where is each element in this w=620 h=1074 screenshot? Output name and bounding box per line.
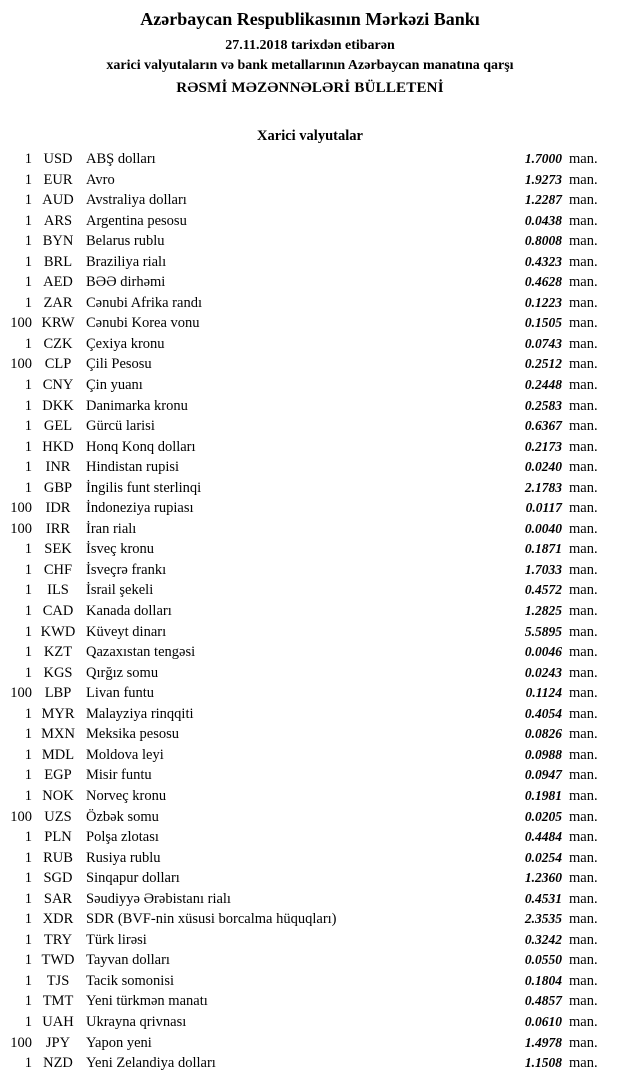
rate-row [0,149,620,170]
unit-label: man. [569,849,598,866]
currency-code: ARS [43,212,73,229]
currency-code: EUR [43,171,73,188]
currency-code: TRY [43,931,73,948]
unit-label: man. [569,644,598,661]
rate-value: 0.0550 [524,952,562,968]
rate-qty: 1 [24,664,32,681]
currency-code: LBP [44,685,72,702]
rate-qty: 100 [10,315,32,332]
rate-qty: 1 [24,1055,32,1072]
rate-value: 0.6367 [524,418,562,434]
rate-value: 2.3535 [524,911,562,927]
currency-name: SDR (BVF-nin xüsusi borcalma hüquqları) [86,911,337,928]
currency-name: Rusiya rublu [86,849,161,866]
bank-title: Azərbaycan Respublikasının Mərkəzi Bankı [140,9,480,29]
rate-value: 0.4054 [524,705,562,721]
currency-name: Hindistan rupisi [86,459,180,476]
currency-name: İndoneziya rupiası [86,500,194,517]
rate-qty: 1 [24,418,32,435]
currency-name: Gürcü larisi [86,418,155,435]
unit-label: man. [569,171,598,188]
rate-qty: 100 [10,356,32,373]
currency-code: MDL [41,746,75,763]
rate-value: 0.8008 [524,233,562,249]
rate-row [0,539,620,560]
rate-row [0,622,620,643]
rate-qty: 1 [24,253,32,270]
rate-value: 0.2583 [524,397,562,413]
rate-row [0,683,620,704]
currency-code: SGD [43,870,73,887]
currency-code: CNY [42,377,74,394]
currency-code: TWD [41,952,75,969]
currency-name: Tacik somonisi [86,972,174,989]
currency-code: USD [43,151,73,167]
currency-code: JPY [45,1034,71,1051]
rate-row [0,724,620,745]
unit-label: man. [569,787,598,804]
currency-code: ZAR [43,294,73,311]
rate-value: 1.7033 [524,561,562,577]
rate-value: 0.3242 [524,931,562,947]
rate-qty: 1 [24,829,32,846]
currency-name: Meksika pesosu [86,726,180,743]
unit-label: man. [569,603,598,620]
rate-qty: 1 [24,972,32,989]
rate-row [0,293,620,314]
currency-name: Moldova leyi [86,746,164,763]
currency-code: SAR [43,890,73,907]
rate-value: 0.0743 [524,335,562,351]
rate-qty: 1 [24,274,32,291]
currency-code: UZS [44,808,72,825]
unit-label: man. [569,931,598,948]
rate-row [0,580,620,601]
rate-value: 0.4628 [524,274,562,290]
currency-name: Braziliya rialı [86,253,167,270]
unit-label: man. [569,582,598,599]
rate-value: 0.1804 [524,972,562,988]
currency-name: İsveçrə frankı [86,561,167,578]
rate-row [0,663,620,684]
rate-value: 0.1871 [524,541,562,557]
rate-value: 1.9273 [524,171,562,187]
rate-qty: 100 [10,1034,32,1051]
rate-qty: 1 [24,746,32,763]
rate-qty: 100 [10,685,32,702]
rate-qty: 1 [24,931,32,948]
unit-label: man. [569,746,598,763]
currency-name: Qazaxıstan tengəsi [86,644,196,661]
rate-value: 0.4857 [524,993,562,1009]
unit-label: man. [569,233,598,250]
rate-row [0,211,620,232]
rate-value: 0.1223 [524,294,562,310]
rate-qty: 100 [10,520,32,537]
rate-qty: 1 [24,1013,32,1030]
unit-label: man. [569,993,598,1010]
rate-row [0,437,620,458]
rate-qty: 1 [24,952,32,969]
rate-row [0,930,620,951]
currency-code: INR [45,459,71,476]
rate-value: 0.0046 [524,644,562,660]
currency-code: TMT [42,993,74,1010]
rate-row [0,498,620,519]
unit-label: man. [569,685,598,702]
rate-value: 0.2173 [524,438,562,454]
rate-row [0,950,620,971]
rate-row [0,642,620,663]
rate-qty: 1 [24,603,32,620]
currency-name: Avstraliya dolları [86,192,187,209]
unit-label: man. [569,294,598,311]
rate-qty: 1 [24,294,32,311]
rate-qty: 1 [24,623,32,640]
rate-qty: 1 [24,192,32,209]
rate-qty: 100 [10,808,32,825]
unit-label: man. [569,253,598,270]
currency-name: Malayziya rinqqiti [86,705,194,722]
rate-value: 0.0988 [524,746,562,762]
unit-label: man. [569,418,598,435]
currency-code: BYN [42,233,74,250]
currency-code: PLN [44,829,72,846]
bulletin-title: RƏSMİ MƏZƏNNƏLƏRİ BÜLLETENİ [176,80,444,96]
currency-name: Yapon yeni [86,1034,152,1051]
currency-name: Yeni Zelandiya dolları [86,1055,216,1072]
rate-value: 0.0117 [525,500,562,516]
rate-value: 0.0240 [524,459,562,475]
rate-qty: 1 [24,767,32,784]
currency-code: NOK [42,787,74,804]
currency-code: EGP [44,767,72,784]
rate-value: 0.0254 [524,849,562,865]
rate-value: 0.0610 [524,1013,562,1029]
unit-label: man. [569,192,598,209]
unit-label: man. [569,1055,598,1072]
bulletin-subtitle: xarici valyutaların və bank metallarının Azərbaycan manatına qarşı [106,58,514,73]
currency-code: CHF [43,561,73,578]
rate-value: 0.1981 [524,787,562,803]
currency-code: MYR [41,705,75,722]
currency-code: AUD [42,192,74,209]
rate-value: 1.2360 [524,870,562,886]
currency-name: Cənubi Korea vonu [86,315,200,332]
currency-code: IRR [45,520,71,537]
rate-qty: 1 [24,890,32,907]
unit-label: man. [569,890,598,907]
rate-row [0,354,620,375]
unit-label: man. [569,274,598,291]
unit-label: man. [569,705,598,722]
unit-label: man. [569,726,598,743]
currency-name: Çin yuanı [86,377,143,394]
rate-row [0,1012,620,1033]
currency-name: Səudiyyə Ərəbistanı rialı [86,890,231,907]
unit-label: man. [569,438,598,455]
rate-qty: 1 [24,151,32,167]
rate-value: 0.4572 [524,582,562,598]
rate-row [0,827,620,848]
rate-qty: 1 [24,726,32,743]
unit-label: man. [569,541,598,558]
currency-code: ILS [47,582,69,599]
currency-code: BRL [43,253,73,270]
rate-row [0,416,620,437]
rate-value: 1.7000 [524,151,562,166]
unit-label: man. [569,397,598,414]
rate-row [0,334,620,355]
rate-qty: 1 [24,582,32,599]
rate-row [0,807,620,828]
rate-row [0,231,620,252]
currency-name: Argentina pesosu [86,212,187,229]
currency-code: CAD [42,603,74,620]
currency-name: Polşa zlotası [86,829,159,846]
rate-row [0,457,620,478]
currency-name: Belarus rublu [86,233,165,250]
rate-row [0,170,620,191]
currency-name: İngilis funt sterlinqi [86,479,202,496]
rate-qty: 100 [10,500,32,517]
unit-label: man. [569,664,598,681]
rate-row [0,1033,620,1054]
currency-name: Avro [86,171,115,188]
rate-qty: 1 [24,849,32,866]
rate-row [0,1053,620,1074]
rate-value: 1.2825 [524,603,562,619]
currency-name: İsveç kronu [86,541,155,558]
rate-row [0,704,620,725]
currency-code: XDR [42,911,74,928]
bulletin-header [0,8,620,98]
currency-name: Cənubi Afrika randı [86,294,202,311]
unit-label: man. [569,315,598,332]
currency-name: Ukrayna qrivnası [86,1013,187,1030]
unit-label: man. [569,479,598,496]
rate-value: 5.5895 [524,623,562,639]
currency-code: DKK [42,397,74,414]
rate-row [0,252,620,273]
rate-value: 1.2287 [524,192,562,208]
currency-code: RUB [43,849,73,866]
effective-date-line: 27.11.2018 tarixdən etibarən [225,38,395,53]
currency-code: KGS [43,664,73,681]
unit-label: man. [569,377,598,394]
rate-value: 0.2512 [524,356,562,372]
currency-name: Honq Konq dolları [86,438,196,455]
currency-code: GEL [43,418,73,435]
rate-row [0,848,620,869]
currency-name: Yeni türkmən manatı [86,993,208,1010]
unit-label: man. [569,520,598,537]
unit-label: man. [569,972,598,989]
rate-value: 0.1505 [524,315,562,331]
rate-qty: 1 [24,911,32,928]
rate-row [0,765,620,786]
rate-value: 0.0826 [524,726,562,742]
unit-label: man. [569,829,598,846]
currency-code: SEK [44,541,72,558]
rate-row [0,868,620,889]
rate-qty: 1 [24,705,32,722]
rate-qty: 1 [24,212,32,229]
rate-row [0,745,620,766]
rate-value: 0.1124 [525,685,562,701]
rate-value: 0.0205 [524,808,562,824]
rate-row [0,560,620,581]
rate-qty: 1 [24,541,32,558]
currency-name: Türk lirəsi [86,931,147,948]
currency-code: MXN [41,726,75,743]
unit-label: man. [569,500,598,517]
unit-label: man. [569,356,598,373]
rate-value: 0.4484 [524,829,562,845]
rate-value: 0.0438 [524,212,562,228]
unit-label: man. [569,151,598,167]
rate-value: 2.1783 [524,479,562,495]
rate-qty: 1 [24,993,32,1010]
currency-code: KZT [43,644,73,661]
currency-name: Livan funtu [86,685,155,702]
currency-code: GBP [43,479,73,496]
currency-code: CZK [43,335,73,352]
unit-label: man. [569,212,598,229]
currency-code: AED [43,274,73,291]
rate-row [0,313,620,334]
rate-row [0,971,620,992]
section-title-foreign-currencies: Xarici valyutalar [257,128,363,144]
rate-qty: 1 [24,479,32,496]
currency-code: TJS [46,972,70,989]
currency-code: NZD [43,1055,73,1072]
rate-row [0,909,620,930]
rate-qty: 1 [24,377,32,394]
rate-qty: 1 [24,397,32,414]
rates-list [0,149,620,1074]
currency-name: BƏƏ dirhəmi [86,274,166,291]
currency-code: CLP [44,356,72,373]
currency-name: Çexiya kronu [86,335,165,352]
currency-code: UAH [42,1013,74,1030]
currency-code: KWD [40,623,76,640]
unit-label: man. [569,808,598,825]
rate-row [0,375,620,396]
rate-qty: 1 [24,787,32,804]
rate-row [0,478,620,499]
currency-name: Misir funtu [86,767,152,784]
unit-label: man. [569,623,598,640]
rate-value: 0.4323 [524,253,562,269]
rate-qty: 1 [24,644,32,661]
currency-code: HKD [42,438,74,455]
unit-label: man. [569,1013,598,1030]
unit-label: man. [569,459,598,476]
currency-name: Tayvan dolları [86,952,170,969]
unit-label: man. [569,561,598,578]
currency-name: Kanada dolları [86,603,172,620]
rate-row [0,991,620,1012]
rate-row [0,786,620,807]
rate-value: 0.0040 [524,520,562,536]
rate-row [0,889,620,910]
currency-name: Sinqapur dolları [86,870,180,887]
rate-qty: 1 [24,438,32,455]
currency-name: Danimarka kronu [86,397,188,414]
currency-code: IDR [45,500,71,517]
rate-row [0,272,620,293]
rate-qty: 1 [24,561,32,578]
unit-label: man. [569,952,598,969]
unit-label: man. [569,870,598,887]
rate-value: 1.1508 [524,1055,562,1071]
currency-name: Çili Pesosu [86,356,152,373]
currency-name: ABŞ dolları [86,151,156,167]
rate-row [0,396,620,417]
rate-value: 1.4978 [524,1034,562,1050]
currency-name: Qırğız somu [86,664,159,681]
currency-name: İsrail şekeli [86,582,154,599]
rate-value: 0.0243 [524,664,562,680]
rate-row [0,190,620,211]
rate-qty: 1 [24,335,32,352]
currency-code: KRW [41,315,75,332]
currency-name: Norveç kronu [86,787,167,804]
rate-qty: 1 [24,459,32,476]
rate-qty: 1 [24,171,32,188]
rate-row [0,519,620,540]
currency-name: Küveyt dinarı [86,623,167,640]
rate-qty: 1 [24,233,32,250]
unit-label: man. [569,767,598,784]
unit-label: man. [569,335,598,352]
currency-name: Özbək somu [86,808,159,825]
unit-label: man. [569,1034,598,1051]
rate-value: 0.0947 [524,767,562,783]
rate-value: 0.4531 [524,890,562,906]
rate-qty: 1 [24,870,32,887]
currency-name: İran rialı [86,520,137,537]
rate-row [0,601,620,622]
unit-label: man. [569,911,598,928]
rate-value: 0.2448 [524,377,562,393]
